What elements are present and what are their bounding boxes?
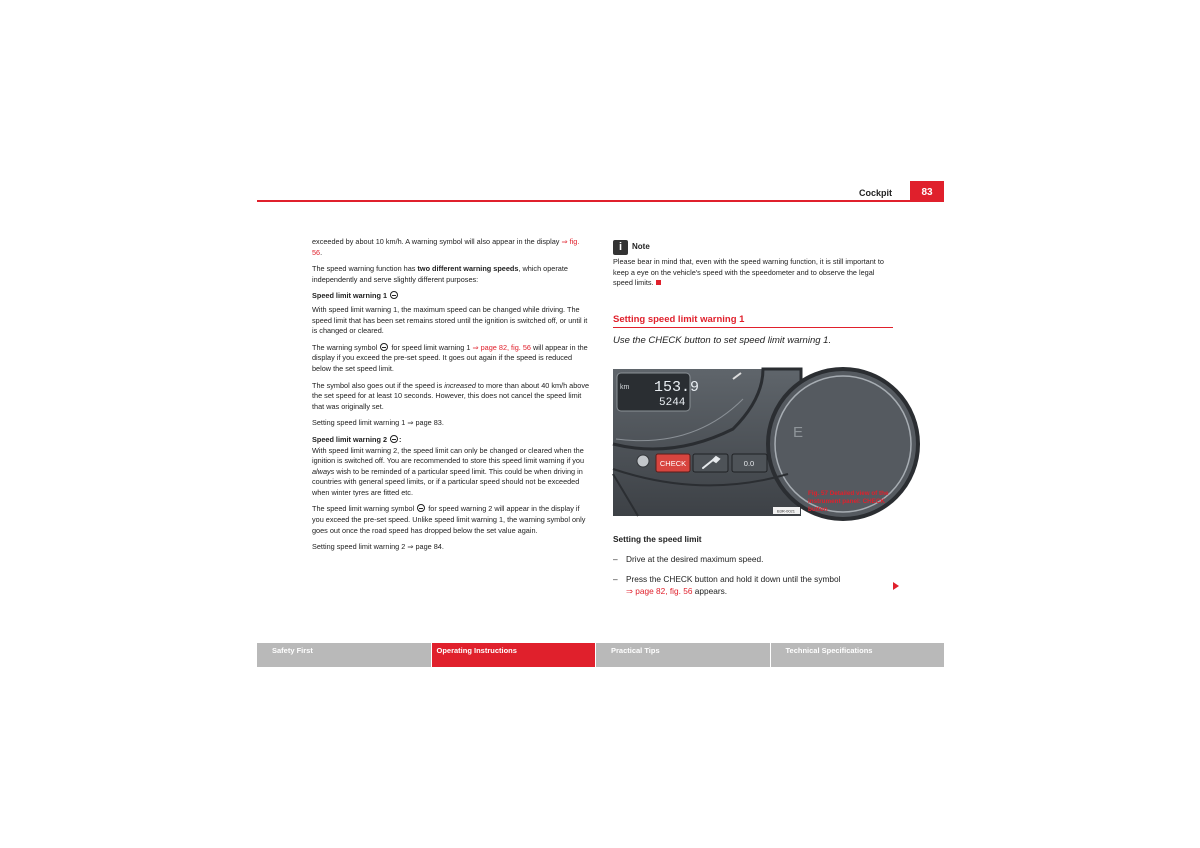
right-column bbox=[613, 240, 893, 347]
instrument-panel-figure bbox=[613, 369, 804, 516]
continue-arrow-icon bbox=[893, 582, 899, 590]
list-item: – Drive at the desired maximum speed. bbox=[613, 554, 764, 564]
check-button-label: CHECK bbox=[659, 459, 687, 468]
tab-operating-instructions[interactable]: Operating Instructions bbox=[432, 643, 596, 667]
list-item: – Press the CHECK button and hold it down until the symbol ⇒ page 82, fig. 56 appears. bbox=[613, 574, 841, 596]
page-link[interactable]: ⇒ page 82, fig. 56 bbox=[626, 586, 693, 596]
instrument-panel-illustration bbox=[613, 369, 804, 516]
page-number: 83 bbox=[910, 181, 944, 202]
page-link[interactable]: ⇒ page 82, fig. 56 bbox=[472, 342, 531, 352]
speed-warning-icon bbox=[390, 291, 398, 299]
subheading: Speed limit warning 2 : bbox=[312, 434, 402, 444]
setting-instructions bbox=[613, 533, 893, 597]
header-rule bbox=[257, 200, 944, 202]
speed-warning-icon bbox=[380, 343, 388, 351]
speed-warning-icon bbox=[417, 504, 425, 512]
figure-code: B3R-0021 bbox=[776, 508, 796, 514]
header-title: Cockpit bbox=[858, 188, 892, 198]
tab-technical-specifications[interactable]: Technical Specifications bbox=[771, 643, 945, 667]
paragraph: Setting speed limit warning 1 ⇒ page 83. bbox=[312, 418, 444, 428]
paragraph: exceeded by about 10 km/h. A warning symbol will also appear in the display ⇒ fig. 56. bbox=[312, 237, 580, 257]
note-header bbox=[613, 240, 893, 255]
footer-nav bbox=[257, 643, 944, 667]
info-icon: i bbox=[613, 240, 628, 255]
fuel-gauge-letter: E bbox=[793, 424, 804, 441]
trip-reset-label: 0.0 bbox=[743, 459, 755, 468]
speed-warning-icon bbox=[390, 435, 398, 443]
paragraph: The speed warning function has two different warning speeds, which operate independently and serve slightly different purposes: bbox=[312, 264, 568, 284]
left-column bbox=[312, 237, 590, 559]
paragraph: The warning symbol for speed limit warning 1 ⇒ page 82, fig. 56 will appear in the display if you exceed the pre-set speed. It goes out again if the speed is reduced below the set speed limit. bbox=[312, 342, 588, 373]
display-odometer: 5244 bbox=[659, 397, 686, 409]
paragraph: Setting speed limit warning 2 ⇒ page 84. bbox=[312, 542, 444, 552]
subheading: Setting the speed limit bbox=[613, 534, 702, 544]
note-title: Note bbox=[632, 242, 650, 252]
paragraph: The symbol also goes out if the speed is increased to more than about 40 km/h above the set speed for at least 10 seconds. However, this does not cancel the speed limit that was originally set. bbox=[312, 380, 590, 411]
end-marker-icon bbox=[656, 280, 661, 285]
section-intro: Use the CHECK button to set speed limit warning 1. bbox=[613, 335, 832, 347]
figure-link[interactable]: ⇒ fig. 56 bbox=[312, 237, 580, 257]
figure-caption: Fig. 57 Detailed view of the instrument panel: CHECK button bbox=[808, 490, 889, 513]
subheading: Speed limit warning 1 bbox=[312, 291, 590, 302]
note-text: Please bear in mind that, even with the speed warning function, it is still important to keep a eye on the vehicle's speed with the speedometer and to observe the legal speed limits. bbox=[613, 257, 884, 288]
tab-safety-first[interactable]: Safety First bbox=[257, 643, 431, 667]
display-unit: km bbox=[620, 384, 630, 391]
tab-practical-tips[interactable]: Practical Tips bbox=[596, 643, 770, 667]
paragraph: The speed limit warning symbol for speed warning 2 will appear in the display if you exceed the pre-set speed. Unlike speed limit warning 1, the warning symbol only goes out once the road speed has dropped below the set value again. bbox=[312, 504, 586, 535]
paragraph: With speed limit warning 2, the speed limit can only be changed or cleared when the ignition is switched off. You are recommended to store this speed limit warning if you always wish to be reminded of a particular speed limit. This could be when driving in countries with general speed limits, or if a particular speed should not be exceeded when winter tyres are fitted etc. bbox=[312, 445, 585, 497]
paragraph: With speed limit warning 1, the maximum speed can be changed while driving. The speed limit that has been set remains stored until the ignition is switched off, or until it is changed or cleared. bbox=[312, 304, 588, 336]
display-speed: 153.9 bbox=[654, 379, 700, 396]
section-heading: Setting speed limit warning 1 bbox=[613, 315, 893, 329]
